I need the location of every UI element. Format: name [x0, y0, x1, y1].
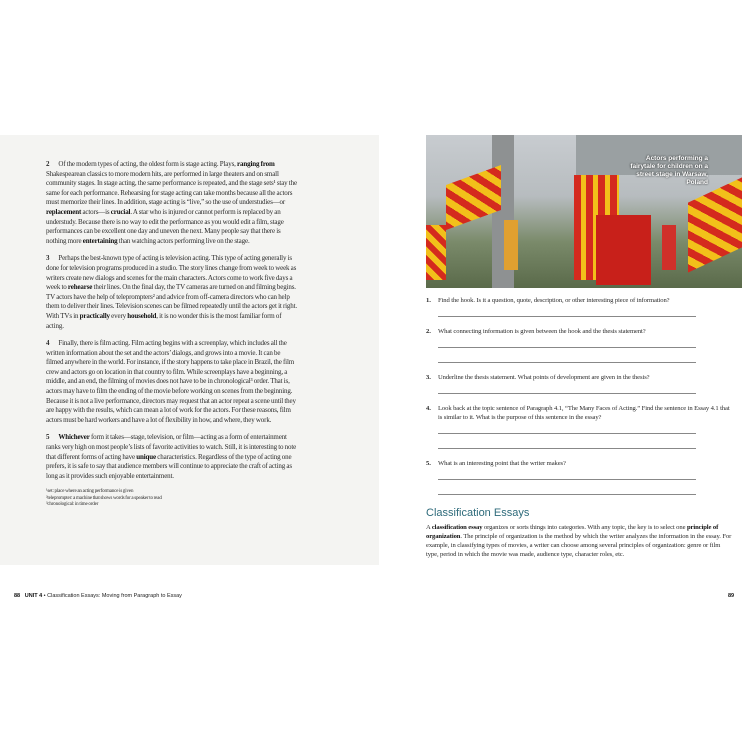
question-text: Underline the thesis statement. What points of development are given in the thesis? — [438, 374, 650, 381]
photo-caption: Actors performing a fairytale for children on a street stage in Warsaw, Poland — [630, 155, 708, 186]
chapter-title: • Classification Essays: Moving from Paragraph to Essay — [43, 593, 182, 599]
key-term: replacement — [46, 207, 82, 216]
actor-costume — [596, 215, 651, 285]
text-segment: . A star who is injured or cannot perform is replaced by an understudy. Because there is no way to edit the performance as you would edit a film, stage performances can be excellent one day and uneven the next. Many people say that there is nothing more — [46, 207, 284, 245]
key-term: entertaining — [82, 236, 118, 245]
text-segment: Of the modern types of acting, the oldest form is stage acting. Plays, — [58, 160, 238, 168]
flag — [426, 225, 446, 280]
paragraph-number: 5 — [46, 433, 50, 442]
question-2 — [426, 327, 732, 336]
answer-line[interactable] — [438, 433, 696, 434]
footnote: ²teleprompter: a machine that shows words for a speaker to read — [46, 495, 162, 501]
footnote: ³chronological: in time order — [46, 502, 99, 508]
section-heading: Classification Essays — [426, 507, 530, 519]
text-segment: , it is no wonder this is the most familiar form of acting. — [46, 311, 282, 330]
footer-right — [728, 593, 734, 600]
answer-line[interactable] — [438, 347, 696, 348]
paragraph-3 — [46, 254, 298, 331]
page-number-left: 88 — [14, 593, 21, 599]
text-segment: Perhaps the best-known type of acting is television acting. This type of acting generally is done for television programs produced in a studio. The story lines change from week to week as writers create new dialogs and scenes for the main characters. Actors come to work five days a week to — [46, 254, 297, 292]
paragraph-2 — [46, 160, 298, 246]
key-term: practically — [79, 311, 110, 320]
flag — [688, 177, 742, 272]
key-term: crucial — [110, 207, 131, 216]
question-text: Find the hook. Is it a question, quote, description, or other interesting piece of information? — [438, 297, 670, 304]
footer-left — [14, 593, 182, 600]
footnote: ¹set: place where an acting performance is given — [46, 489, 134, 495]
text-segment: than watching actors performing live on the stage. — [117, 236, 250, 245]
actor — [504, 220, 518, 270]
key-term: Whichever — [58, 433, 90, 442]
question-text: Look back at the topic sentence of Paragraph 4.1, “The Many Faces of Acting.” Find the sentence in Essay 4.1 that is similar to it. What is the purpose of this sentence in the essay? — [438, 405, 730, 421]
actor — [662, 225, 676, 270]
paragraph-number: 4 — [46, 339, 50, 348]
text-segment: organizes or sorts things into categories. With any topic, the key is to select one — [482, 524, 687, 531]
question-text: What is an interesting point that the writer makes? — [438, 460, 566, 467]
right-column — [426, 296, 732, 559]
text-segment: characteristics. Regardless of the type of acting one prefers, it is safe to say that audience members will continue to appreciate the craft of acting as long as it provides such enjoyable entertainment. — [46, 452, 292, 480]
text-segment: Shakespearean classics to more modern hits, are performed in large theaters and on small community stages. In stage acting, the same performance is repeated, and the stage sets¹ stay the same for each performance. Rehearsing for stage acting can take months because all the actors must memorize their lines. In addition, stage acting is “live,” so the use of understudies—or — [46, 169, 297, 207]
page-number-right: 89 — [728, 593, 735, 599]
text-segment: every — [109, 311, 128, 320]
key-term: unique — [136, 452, 156, 461]
paragraph-5 — [46, 433, 298, 481]
paragraph-number: 2 — [46, 160, 50, 168]
question-1 — [426, 296, 732, 305]
text-segment: . The principle of organization is the method by which the writer analyzes the information in the essay. For example, in classifying types of movies, a writer can choose among several principles of organization: genre or film type, period in which the movie was made, audience type, character roles, etc. — [426, 533, 732, 558]
question-4 — [426, 404, 732, 422]
question-number: 2. — [426, 328, 431, 335]
paragraph-4 — [46, 339, 298, 425]
text-segment: A — [426, 524, 432, 531]
question-3 — [426, 373, 732, 382]
text-segment: actors—is — [81, 207, 111, 216]
text-segment: form it takes—stage, television, or film—acting as a form of entertainment ranks very high on most people’s lists of favorite activities to watch. Still, it is interesting to note that different forms of acting have — [46, 433, 297, 461]
unit-label: UNIT 4 — [24, 593, 43, 599]
question-number: 1. — [426, 297, 431, 304]
key-term: ranging from — [237, 160, 275, 168]
questions-list — [426, 296, 732, 505]
question-number: 3. — [426, 374, 431, 381]
question-number: 4. — [426, 405, 431, 412]
key-term: classification essay — [431, 524, 483, 531]
answer-line[interactable] — [438, 479, 696, 480]
classification-paragraph — [426, 523, 732, 559]
key-term: household — [127, 311, 157, 320]
key-term: principle of organization — [426, 524, 719, 540]
key-term: rehearse — [67, 283, 93, 292]
paragraph-number: 3 — [46, 254, 50, 263]
essay-body — [46, 160, 298, 509]
question-number: 5. — [426, 460, 431, 467]
photo-street-theater — [426, 135, 742, 288]
text-segment: Finally, there is film acting. Film acting begins with a screenplay, which includes all the written information about the set and the actors’ dialogs, and grows into a movie. It can be filmed anywhere in the world. For instance, if the story happens to take place in Brazil, the film crew and actors go on location in that country to film. While screenplays have a beginning, a middle, and an end, the filming of movies does not have to be in chronological³ order. That is, actors may have to film the ending of the movie before working on scenes from the beginning. Because it is not a live performance, directors may request that an actor repeat a scene until they are happy with the results, which can mean a lot of work for the actors. For these reasons, film actors must be hard workers and have a lot of flexibility in how, and where, they work. — [46, 339, 296, 424]
question-text: What connecting information is given between the hook and the thesis statement? — [438, 328, 646, 335]
text-segment: their lines. On the final day, the TV cameras are turned on and filming begins. TV actors have the help of teleprompters² and advice from off-camera directors who can help them to deliver their lines. Television scenes can be filmed repeatedly until the actors get it right. With TVs in — [46, 283, 298, 320]
question-5 — [426, 459, 732, 468]
